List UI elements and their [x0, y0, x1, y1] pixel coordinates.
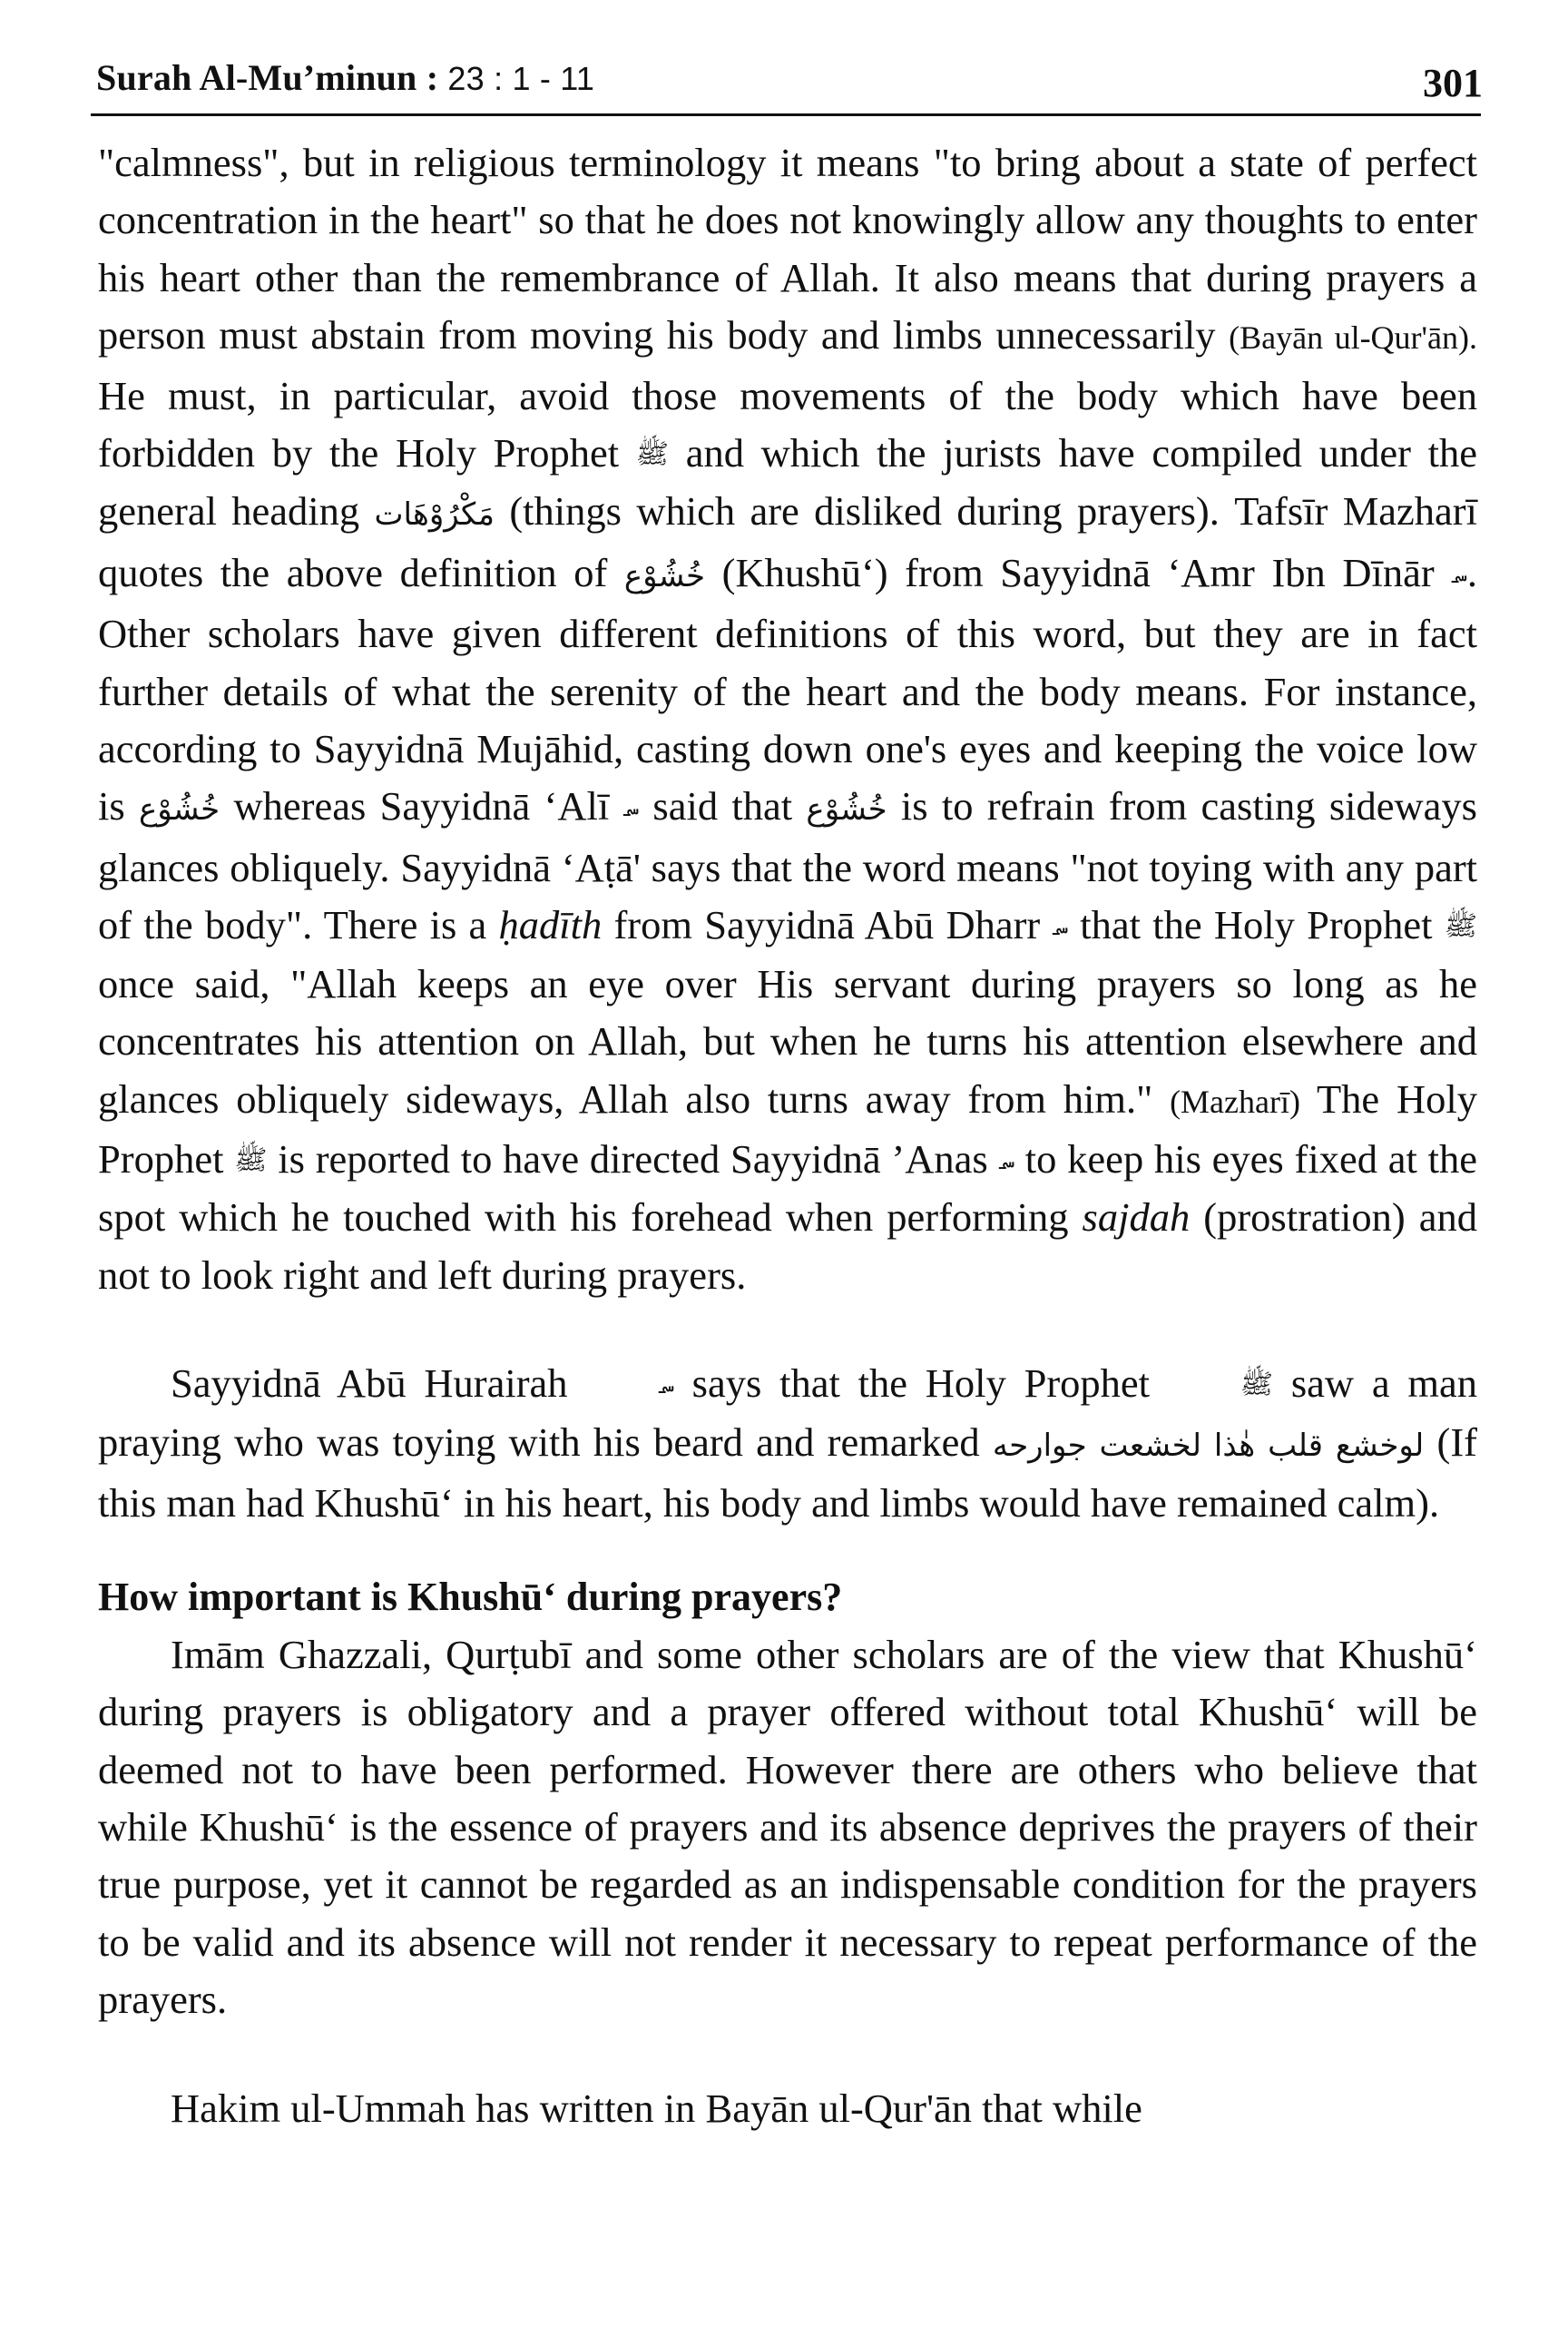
- radi-honorific-icon: ؄: [658, 1369, 674, 1401]
- radi-honorific-icon: ؄: [1451, 557, 1467, 590]
- citation-mazhari: (Mazharī): [1170, 1083, 1300, 1120]
- arabic-hadith-quote: لوخشع قلب هٰذا لخشعت جوارحه: [992, 1427, 1425, 1464]
- paragraph-hakim-ul-ummah: Hakim ul-Ummah has written in Bayān ul-Qur'ān that while: [171, 2085, 1142, 2131]
- surah-verse-range: 23 : 1 - 11: [447, 60, 595, 97]
- main-text: [98, 134, 1477, 2137]
- citation-bayan: (Bayān ul-Qur'ān).: [1229, 319, 1478, 357]
- arabic-khushu: خُشُوْع: [623, 557, 706, 594]
- paragraph-abu-hurairah: Sayyidnā Abū Hurairah ؄ says that the Holy Prophet ﷺ saw a man praying who was toying with his beard and remarked لوخشع قلب هٰذا لخشعت جوارحه (If this man had Khushū‘ in his heart, his body and limbs would have remained calm).: [98, 1355, 1477, 1532]
- page-number: 301: [1423, 61, 1483, 105]
- arabic-khushu: خُشُوْع: [806, 791, 887, 829]
- italic-hadith: ḥadīth: [498, 902, 603, 948]
- arabic-khushu: خُشُوْع: [139, 791, 220, 829]
- italic-sajdah: sajdah: [1082, 1194, 1191, 1241]
- arabic-makruhat: مَكْرُوْهَات: [374, 496, 495, 534]
- paragraph-scholars-view: Imām Ghazzali, Qurṭubī and some other scholars are of the view that Khushū‘ during prayers is obligatory and a prayer offered without total Khushū‘ will be deemed not to have been performed. However there are others who believe that while Khushū‘ is the essence of prayers and its absence deprives the prayers of their true purpose, yet it cannot be regarded as an indispensable condition for the prayers to be valid and its absence will not render it necessary to repeat performance of the prayers.: [98, 1631, 1477, 2023]
- surah-title: Surah Al-Mu’minun : 23 : 1 - 11: [96, 57, 595, 98]
- salla-honorific-icon: ﷺ: [234, 1143, 268, 1176]
- radi-honorific-icon: ؄: [998, 1143, 1015, 1176]
- running-header: [96, 47, 1483, 111]
- salla-honorific-icon: ﷺ: [1240, 1369, 1274, 1401]
- radi-honorific-icon: ؄: [1052, 910, 1069, 943]
- paragraph-khushu-definition: "calmness", but in religious terminology it means "to bring about a state of perfect concentration in the heart" so that he does not knowingly allow any thoughts to enter his heart other than the remembrance of Allah. It also means that during prayers a person must abstain from moving his body and limbs unnecessarily (Bayān ul-Qur'ān). He must, in particular, avoid those movements of the body which have been forbidden by the Holy Prophet ﷺ and which the jurists have compiled under the general heading مَكْرُوْهَات (things which are disliked during prayers). Tafsīr Mazharī quotes the above definition of خُشُوْع (Khushū‘) from Sayyidnā ‘Amr Ibn Dīnār ؄. Other scholars have given different definitions of this word, but they are in fact further details of what the serenity of the heart and the body means. For instance, according to Sayyidnā Mujāhid, casting down one's eyes and keeping the voice low is خُشُوْع whereas Sayyidnā ‘Alī ؄ said that خُشُوْع is to refrain from casting sideways glances obliquely. Sayyidnā ‘Aṭā' says that the word means "not toying with any part of the body". There is a ḥadīth from Sayyidnā Abū Dharr ؄ that the Holy Prophet ﷺ once said, "Allah keeps an eye over His servant during prayers so long as he concentrates his attention on Allah, but when he turns his attention elsewhere and glances obliquely sideways, Allah also turns away from him." (Mazharī) The Holy Prophet ﷺ is reported to have directed Sayyidnā ’Anas ؄ to keep his eyes fixed at the spot which he touched with his forehead when performing sajdah (prostration) and not to look right and left during prayers.: [98, 140, 1478, 1298]
- salla-honorific-icon: ﷺ: [635, 438, 670, 471]
- section-heading: How important is Khushū‘ during prayers?: [98, 1575, 843, 1620]
- radi-honorific-icon: ؄: [622, 791, 640, 824]
- salla-honorific-icon: ﷺ: [1444, 910, 1478, 943]
- header-rule: [91, 113, 1481, 116]
